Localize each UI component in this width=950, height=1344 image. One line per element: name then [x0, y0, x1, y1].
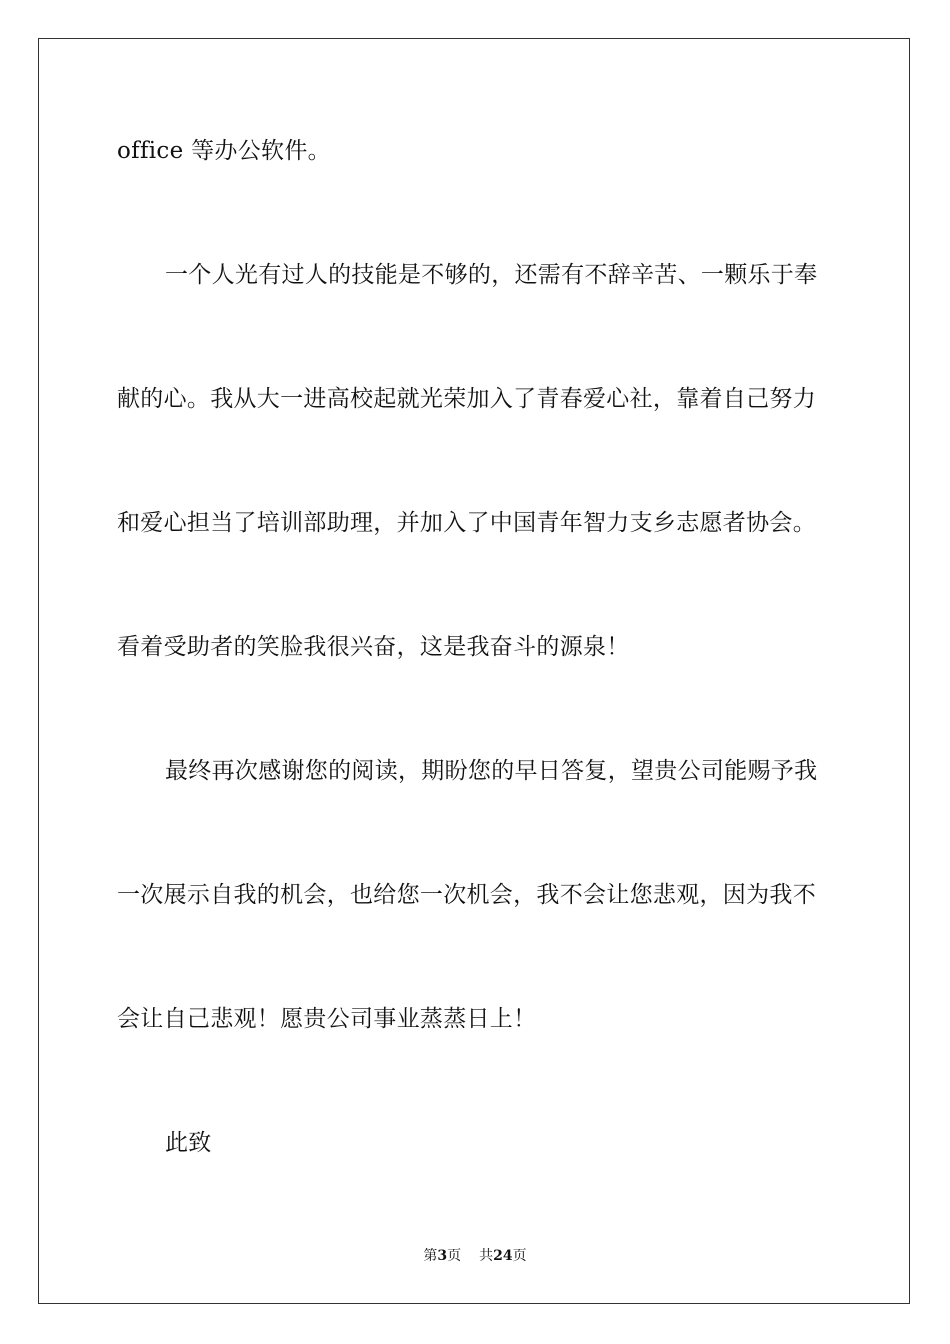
page-border: [38, 38, 910, 1304]
footer-page-suffix: 页: [447, 1248, 462, 1264]
footer-total-suffix: 页: [512, 1248, 527, 1264]
body-line-5: 看着受助者的笑脸我很兴奋，这是我奋斗的源泉！: [117, 634, 630, 660]
footer-page-number: 3: [437, 1248, 448, 1264]
body-line-7: 一次展示自我的机会，也给您一次机会，我不会让您悲观，因为我不: [117, 882, 816, 908]
body-line-8: 会让自己悲观！愿贵公司事业蒸蒸日上！: [117, 1006, 537, 1032]
footer-page-prefix: 第: [423, 1248, 438, 1264]
body-line-4: 和爱心担当了培训部助理，并加入了中国青年智力支乡志愿者协会。: [117, 510, 816, 536]
body-line-6: 最终再次感谢您的阅读，期盼您的早日答复，望贵公司能赐予我: [165, 758, 818, 784]
page-footer: [0, 1246, 950, 1266]
body-line-3: 献的心。我从大一进高校起就光荣加入了青春爱心社，靠着自己努力: [117, 386, 816, 412]
footer-total-prefix: 共: [479, 1248, 494, 1264]
footer-total-pages: 24: [493, 1248, 513, 1264]
body-line-1: office 等办公软件。: [117, 138, 331, 164]
closing-salutation: 此致: [165, 1130, 212, 1156]
body-line-2: 一个人光有过人的技能是不够的，还需有不辞辛苦、一颗乐于奉: [165, 262, 818, 288]
